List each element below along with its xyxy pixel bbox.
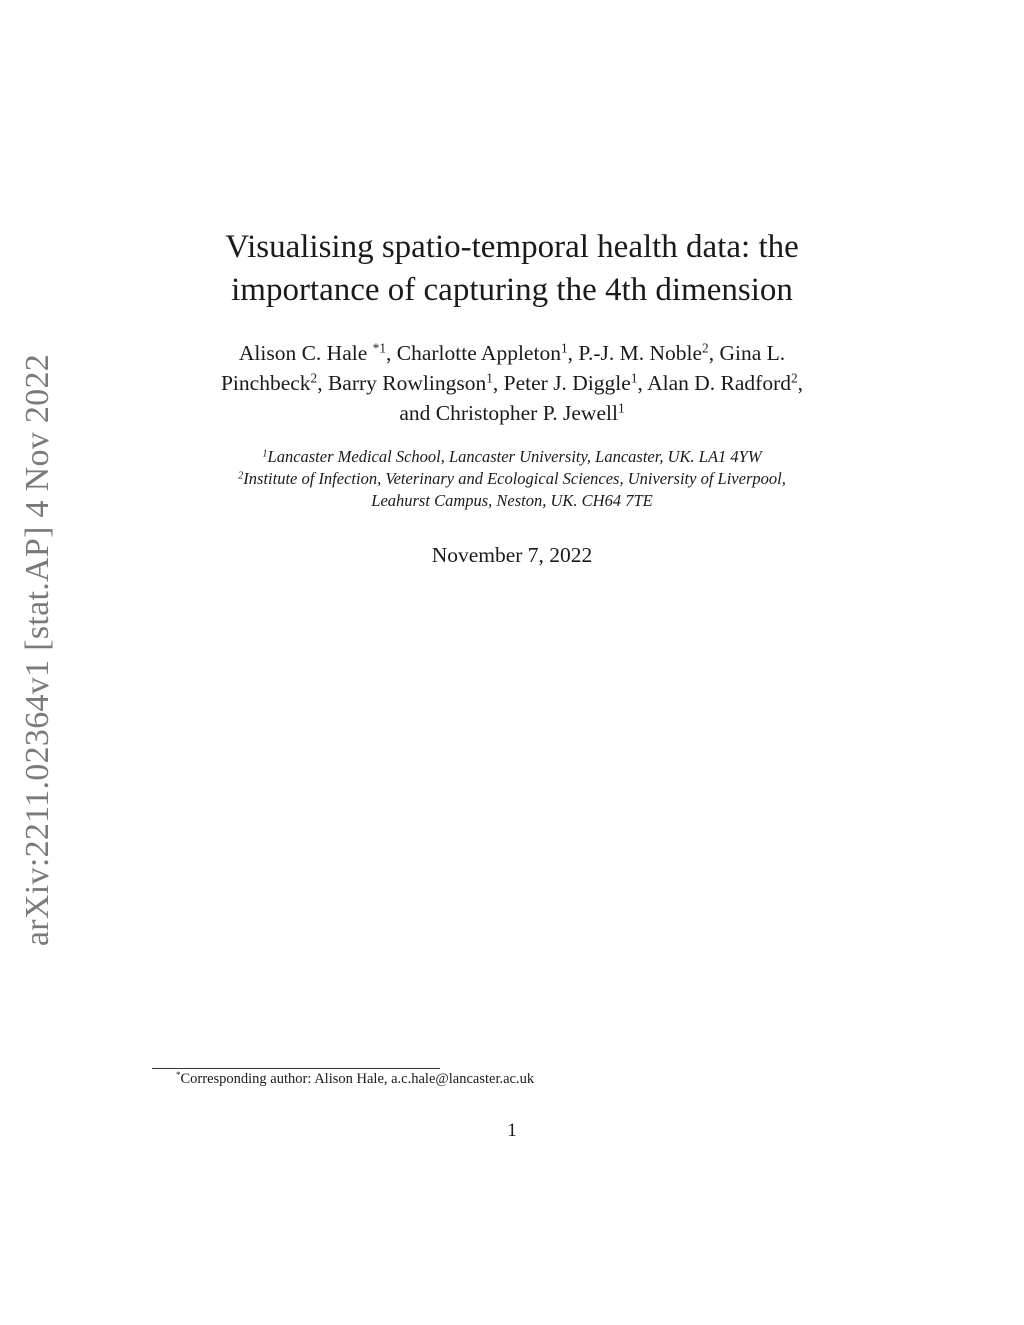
arxiv-identifier-stamp: arXiv:2211.02364v1 [stat.AP] 4 Nov 2022 [19, 353, 56, 947]
title-line-2: importance of capturing the 4th dimension [231, 272, 793, 308]
author-name: P.-J. M. Noble [578, 341, 703, 365]
author-line-3: and Christopher P. Jewell$^1$ [399, 400, 625, 425]
author-affiliation-mark: 2 [310, 370, 318, 386]
author-affiliation-mark: *1 [372, 340, 386, 356]
publication-date: November 7, 2022 [431, 543, 593, 567]
author-affiliation-mark: 1 [486, 370, 493, 386]
author-line-2: Pinchbeck$^2$, Barry Rowlingson$^1$, Peter J. Diggle$^1$, Alan D. Radford$^2$, [220, 370, 804, 395]
author-name: Pinchbeck [220, 371, 311, 395]
paper-title [0, 226, 1024, 312]
author-name: Alison C. Hale [238, 341, 368, 365]
author-name: Charlotte Appleton [396, 341, 561, 365]
author-affiliation-mark: 2 [702, 340, 709, 356]
affiliation-text: Institute of Infection, Veterinary and Ecological Sciences, University of Liverpool, [243, 469, 786, 488]
affiliation-mark: 2 [238, 470, 244, 482]
affiliation-mark: 1 [262, 448, 268, 460]
page-number: 1 [507, 1120, 517, 1141]
affiliation-text: Lancaster Medical School, Lancaster University, Lancaster, UK. LA1 4YW [267, 447, 762, 466]
author-affiliation-mark: 1 [560, 340, 568, 356]
author-affiliation-mark: 2 [790, 370, 798, 386]
author-name: Peter J. Diggle [503, 371, 631, 395]
author-list [0, 338, 1024, 428]
author-name: Christopher P. Jewell [435, 401, 618, 425]
author-affiliation-mark: 1 [617, 400, 625, 416]
affiliation-2-continued [0, 490, 1024, 512]
affiliation-text: Leahurst Campus, Neston, UK. CH64 7TE [371, 491, 653, 510]
author-name: Barry Rowlingson [327, 371, 487, 395]
title-line-1: Visualising spatio-temporal health data: the [225, 229, 799, 265]
affiliation-list [0, 446, 1024, 512]
author-line-1: Alison C. Hale $^{*1}$, Charlotte Appleton$^1$, P.-J. M. Noble$^2$, Gina L. [238, 340, 786, 365]
footnote-divider [152, 1068, 440, 1069]
affiliation-2 [0, 468, 1024, 490]
author-name: Gina L. [719, 341, 786, 365]
author-affiliation-mark: 1 [630, 370, 638, 386]
affiliation-1 [0, 446, 1024, 468]
author-name: Alan D. Radford [647, 371, 791, 395]
footnote-text: Corresponding author: Alison Hale, a.c.hale@lancaster.ac.uk [180, 1071, 535, 1087]
footnote [176, 1071, 534, 1088]
footnote-mark: * [176, 1070, 181, 1081]
